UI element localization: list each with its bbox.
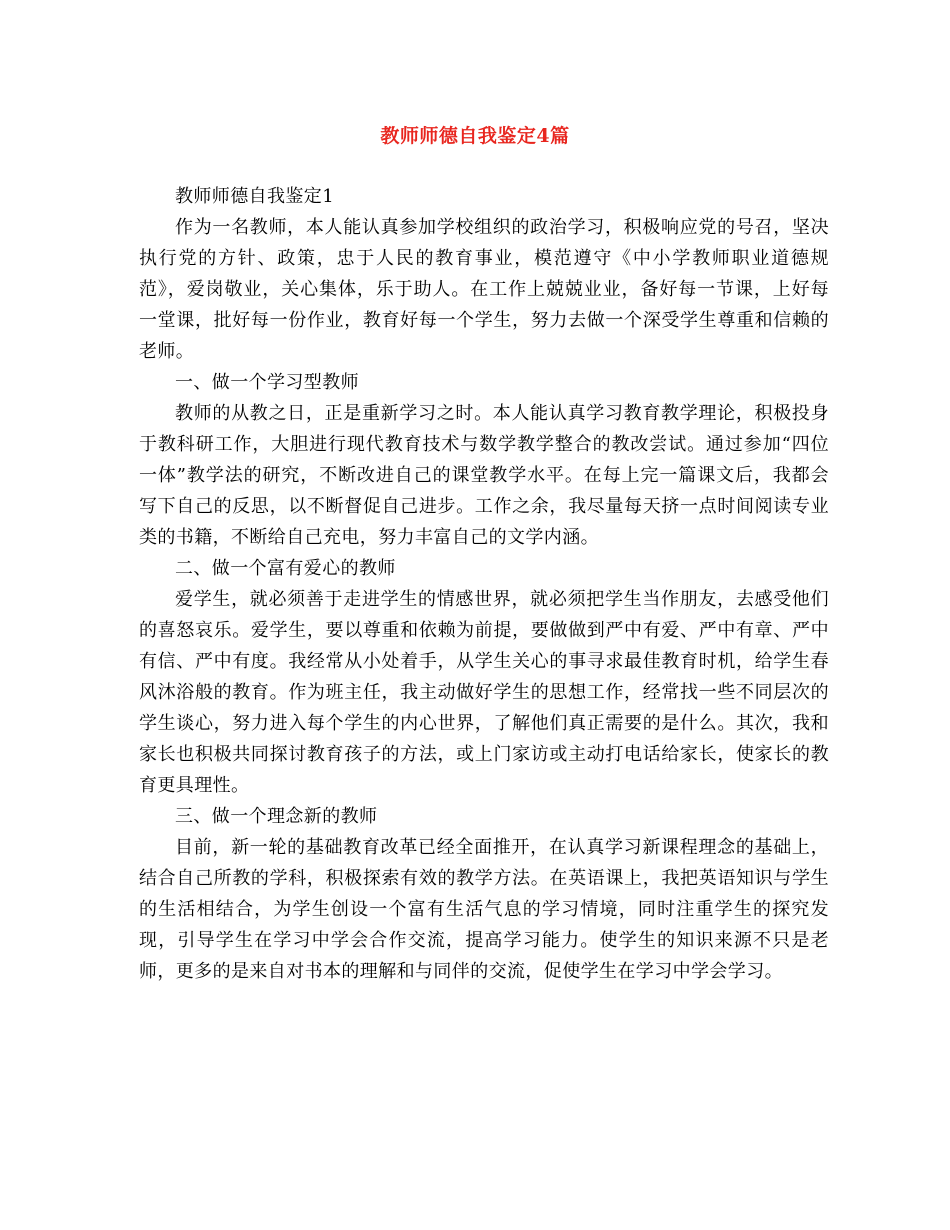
paragraph-caring-teacher: 爱学生，就必须善于走进学生的情感世界，就必须把学生当作朋友，去感受他们的喜怒哀乐。爱学生，要以尊重和依赖为前提，要做做到严中有爱、严中有章、严中有信、严中有度。我经常从小处着手，从学生关心的事寻求最佳教育时机，给学生春风沐浴般的教育。作为班主任，我主动做好学生的思想工作，经常找一些不同层次的学生谈心，努力进入每个学生的内心世界，了解他们真正需要的是什么。其次，我和家长也积极共同探讨教育孩子的方法，或上门家访或主动打电话给家长，使家长的教育更具理性。 — [139, 589, 829, 796]
subheading-learning-teacher: 一、做一个学习型教师 — [175, 372, 359, 393]
paragraph-new-concept-teacher: 目前，新一轮的基础教育改革已经全面推开，在认真学习新课程理念的基础上，结合自己所教的学科，积极探索有效的教学方法。在英语课上，我把英语知识与学生的生活相结合，为学生创设一个富有生活气息的学习情境，同时注重学生的探究发现，引导学生在学习中学会合作交流，提高学习能力。使学生的知识来源不只是老师，更多的是来自对书本的理解和与同伴的交流，促使学生在学习中学会学习。 — [139, 837, 829, 982]
section-title: 教师师德自我鉴定1 — [175, 186, 335, 207]
document-title: 教师师德自我鉴定4篇 — [380, 125, 570, 147]
paragraph-intro: 作为一名教师，本人能认真参加学校组织的政治学习，积极响应党的号召，坚决执行党的方针、政策，忠于人民的教育事业，模范遵守《中小学教师职业道德规范》，爱岗敬业，关心集体，乐于助人。在工作上兢兢业业，备好每一节课，上好每一堂课，批好每一份作业，教育好每一个学生，努力去做一个深受学生尊重和信赖的老师。 — [139, 217, 829, 362]
subheading-new-concept-teacher: 三、做一个理念新的教师 — [175, 806, 378, 827]
subheading-caring-teacher: 二、做一个富有爱心的教师 — [175, 558, 396, 579]
paragraph-learning-teacher: 教师的从教之日，正是重新学习之时。本人能认真学习教育教学理论，积极投身于教科研工作，大胆进行现代教育技术与数学教学整合的教改尝试。通过参加“四位一体”教学法的研究，不断改进自己的课堂教学水平。在每上完一篇课文后，我都会写下自己的反思，以不断督促自己进步。工作之余，我尽量每天挤一点时间阅读专业类的书籍，不断给自己充电，努力丰富自己的文学内涵。 — [139, 403, 829, 548]
document-body — [139, 181, 829, 987]
